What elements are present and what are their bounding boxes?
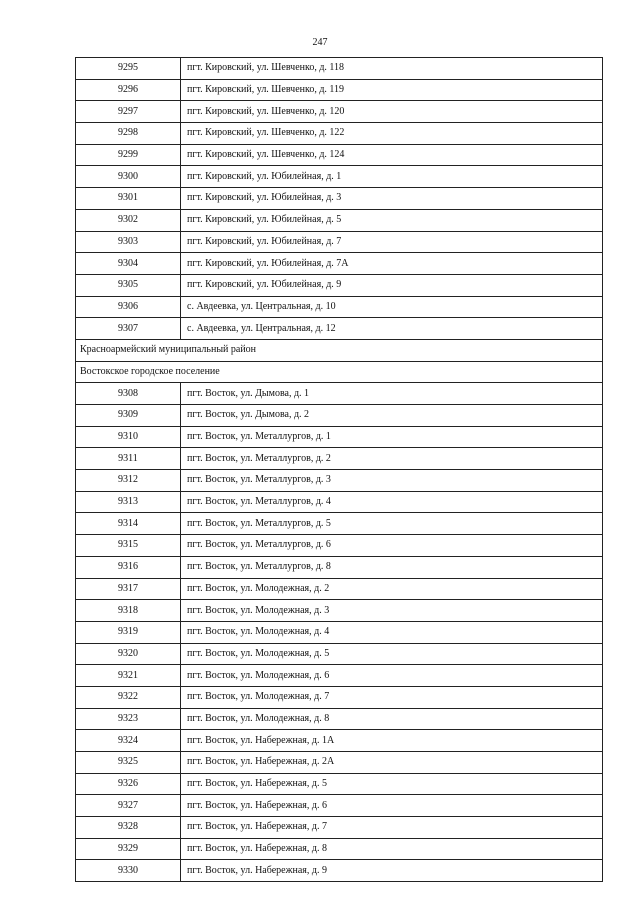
address-cell: пгт. Восток, ул. Металлургов, д. 5 bbox=[181, 513, 603, 535]
address-cell: пгт. Восток, ул. Набережная, д. 6 bbox=[181, 795, 603, 817]
row-number-cell: 9325 bbox=[76, 752, 181, 774]
table-row bbox=[76, 752, 603, 774]
address-cell: пгт. Кировский, ул. Шевченко, д. 119 bbox=[181, 79, 603, 101]
table-row bbox=[76, 188, 603, 210]
row-number-cell: 9301 bbox=[76, 188, 181, 210]
row-number-cell: 9296 bbox=[76, 79, 181, 101]
row-number-cell: 9328 bbox=[76, 817, 181, 839]
address-cell: пгт. Кировский, ул. Юбилейная, д. 9 bbox=[181, 274, 603, 296]
address-cell: пгт. Кировский, ул. Шевченко, д. 118 bbox=[181, 58, 603, 80]
address-cell: пгт. Восток, ул. Молодежная, д. 2 bbox=[181, 578, 603, 600]
address-cell: пгт. Восток, ул. Металлургов, д. 6 bbox=[181, 535, 603, 557]
row-number-cell: 9317 bbox=[76, 578, 181, 600]
address-cell: пгт. Кировский, ул. Юбилейная, д. 7А bbox=[181, 253, 603, 275]
table-row bbox=[76, 817, 603, 839]
row-number-cell: 9309 bbox=[76, 405, 181, 427]
row-number-cell: 9315 bbox=[76, 535, 181, 557]
address-cell: пгт. Кировский, ул. Шевченко, д. 120 bbox=[181, 101, 603, 123]
row-number-cell: 9310 bbox=[76, 426, 181, 448]
table-row bbox=[76, 665, 603, 687]
row-number-cell: 9319 bbox=[76, 621, 181, 643]
address-cell: пгт. Восток, ул. Набережная, д. 8 bbox=[181, 838, 603, 860]
table-row bbox=[76, 448, 603, 470]
row-number-cell: 9299 bbox=[76, 144, 181, 166]
row-number-cell: 9304 bbox=[76, 253, 181, 275]
table-row bbox=[76, 491, 603, 513]
row-number-cell: 9302 bbox=[76, 209, 181, 231]
address-cell: пгт. Восток, ул. Металлургов, д. 8 bbox=[181, 556, 603, 578]
address-cell: пгт. Кировский, ул. Юбилейная, д. 7 bbox=[181, 231, 603, 253]
row-number-cell: 9327 bbox=[76, 795, 181, 817]
row-number-cell: 9322 bbox=[76, 686, 181, 708]
address-cell: пгт. Восток, ул. Молодежная, д. 6 bbox=[181, 665, 603, 687]
table-row bbox=[76, 209, 603, 231]
table-row bbox=[76, 296, 603, 318]
address-cell: пгт. Кировский, ул. Юбилейная, д. 1 bbox=[181, 166, 603, 188]
address-cell: пгт. Кировский, ул. Юбилейная, д. 3 bbox=[181, 188, 603, 210]
address-cell: пгт. Восток, ул. Набережная, д. 2А bbox=[181, 752, 603, 774]
address-cell: пгт. Восток, ул. Молодежная, д. 8 bbox=[181, 708, 603, 730]
row-number-cell: 9323 bbox=[76, 708, 181, 730]
table-row bbox=[76, 578, 603, 600]
row-number-cell: 9303 bbox=[76, 231, 181, 253]
table-row bbox=[76, 383, 603, 405]
row-number-cell: 9308 bbox=[76, 383, 181, 405]
address-cell: пгт. Восток, ул. Металлургов, д. 4 bbox=[181, 491, 603, 513]
address-cell: пгт. Кировский, ул. Шевченко, д. 122 bbox=[181, 123, 603, 145]
address-cell: пгт. Восток, ул. Металлургов, д. 3 bbox=[181, 470, 603, 492]
row-number-cell: 9324 bbox=[76, 730, 181, 752]
row-number-cell: 9306 bbox=[76, 296, 181, 318]
row-number-cell: 9305 bbox=[76, 274, 181, 296]
address-cell: пгт. Восток, ул. Металлургов, д. 2 bbox=[181, 448, 603, 470]
address-table bbox=[75, 57, 603, 882]
row-number-cell: 9295 bbox=[76, 58, 181, 80]
row-number-cell: 9300 bbox=[76, 166, 181, 188]
address-cell: пгт. Восток, ул. Набережная, д. 5 bbox=[181, 773, 603, 795]
table-row bbox=[76, 166, 603, 188]
address-cell: пгт. Кировский, ул. Юбилейная, д. 5 bbox=[181, 209, 603, 231]
table-row bbox=[76, 535, 603, 557]
table-row bbox=[76, 79, 603, 101]
table-row bbox=[76, 274, 603, 296]
table-row bbox=[76, 123, 603, 145]
table-row bbox=[76, 773, 603, 795]
table-row bbox=[76, 860, 603, 882]
table-row bbox=[76, 231, 603, 253]
table-row bbox=[76, 101, 603, 123]
address-cell: пгт. Восток, ул. Набережная, д. 1А bbox=[181, 730, 603, 752]
address-cell: пгт. Восток, ул. Молодежная, д. 3 bbox=[181, 600, 603, 622]
address-cell: пгт. Кировский, ул. Шевченко, д. 124 bbox=[181, 144, 603, 166]
row-number-cell: 9316 bbox=[76, 556, 181, 578]
row-number-cell: 9311 bbox=[76, 448, 181, 470]
row-number-cell: 9307 bbox=[76, 318, 181, 340]
section-title: Востокское городское поселение bbox=[76, 361, 603, 383]
page-number: 247 bbox=[312, 37, 328, 48]
table-row bbox=[76, 318, 603, 340]
table-row bbox=[76, 513, 603, 535]
address-cell: пгт. Восток, ул. Дымова, д. 1 bbox=[181, 383, 603, 405]
table-row bbox=[76, 621, 603, 643]
row-number-cell: 9321 bbox=[76, 665, 181, 687]
row-number-cell: 9318 bbox=[76, 600, 181, 622]
table-row bbox=[76, 708, 603, 730]
table-row bbox=[76, 470, 603, 492]
section-header-row bbox=[76, 361, 603, 383]
address-cell: с. Авдеевка, ул. Центральная, д. 12 bbox=[181, 318, 603, 340]
row-number-cell: 9329 bbox=[76, 838, 181, 860]
section-title: Красноармейский муниципальный район bbox=[76, 339, 603, 361]
address-table-body bbox=[76, 58, 603, 882]
row-number-cell: 9297 bbox=[76, 101, 181, 123]
table-row bbox=[76, 600, 603, 622]
table-row bbox=[76, 405, 603, 427]
table-row bbox=[76, 795, 603, 817]
row-number-cell: 9314 bbox=[76, 513, 181, 535]
table-row bbox=[76, 643, 603, 665]
section-header-row bbox=[76, 339, 603, 361]
table-row bbox=[76, 556, 603, 578]
address-cell: с. Авдеевка, ул. Центральная, д. 10 bbox=[181, 296, 603, 318]
address-cell: пгт. Восток, ул. Дымова, д. 2 bbox=[181, 405, 603, 427]
row-number-cell: 9330 bbox=[76, 860, 181, 882]
table-row bbox=[76, 686, 603, 708]
row-number-cell: 9298 bbox=[76, 123, 181, 145]
table-row bbox=[76, 730, 603, 752]
table-row bbox=[76, 426, 603, 448]
table-row bbox=[76, 253, 603, 275]
row-number-cell: 9320 bbox=[76, 643, 181, 665]
address-cell: пгт. Восток, ул. Набережная, д. 7 bbox=[181, 817, 603, 839]
table-row bbox=[76, 144, 603, 166]
address-cell: пгт. Восток, ул. Молодежная, д. 5 bbox=[181, 643, 603, 665]
address-cell: пгт. Восток, ул. Молодежная, д. 7 bbox=[181, 686, 603, 708]
address-cell: пгт. Восток, ул. Набережная, д. 9 bbox=[181, 860, 603, 882]
address-cell: пгт. Восток, ул. Молодежная, д. 4 bbox=[181, 621, 603, 643]
table-row bbox=[76, 838, 603, 860]
row-number-cell: 9312 bbox=[76, 470, 181, 492]
address-cell: пгт. Восток, ул. Металлургов, д. 1 bbox=[181, 426, 603, 448]
row-number-cell: 9313 bbox=[76, 491, 181, 513]
table-row bbox=[76, 58, 603, 80]
row-number-cell: 9326 bbox=[76, 773, 181, 795]
